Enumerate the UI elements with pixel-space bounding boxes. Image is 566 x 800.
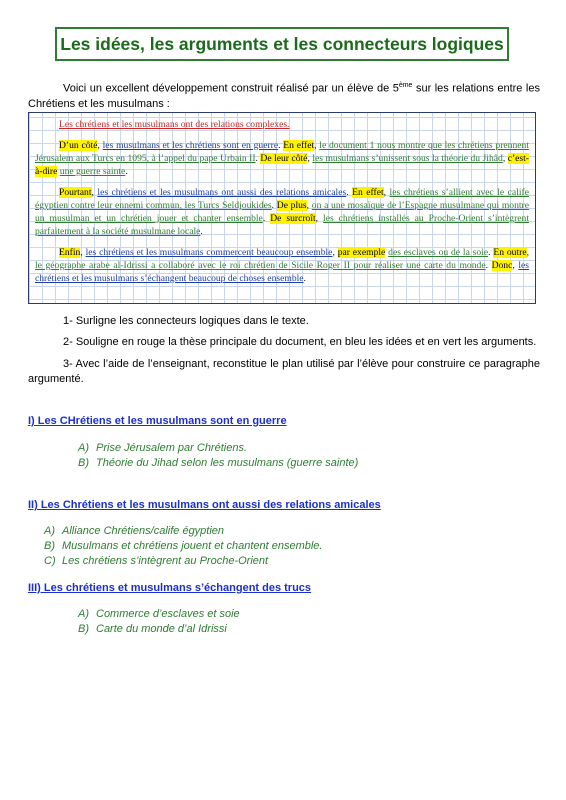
logical-connector: D’un côté [59, 140, 98, 151]
essay-paragraph-2 [35, 186, 529, 238]
item-letter: C) [44, 555, 56, 567]
essay-text: , [314, 140, 320, 151]
essay-argument: une guerre sainte [59, 166, 126, 177]
item-text: Commerce d’esclaves et soie [96, 608, 240, 620]
essay-idea: les chrétiens et les musulmans ont aussi des relations amicales [97, 187, 347, 198]
logical-connector: Donc [491, 260, 513, 271]
essay-text: , [91, 187, 98, 198]
logical-connector: c’est-à-dire [35, 153, 529, 177]
title-box [55, 27, 509, 61]
essay-text: , [383, 187, 390, 198]
essay-text: , [512, 260, 519, 271]
essay-text: , [306, 200, 312, 211]
question-1-text: 1- Surligne les connecteurs logiques dans le texte. [63, 315, 309, 327]
essay-text: , [315, 213, 324, 224]
essay-idea: les chrétiens et les musulmans s’échangent beaucoup de choses ensemble [35, 260, 529, 284]
item-text: Musulmans et chrétiens jouent et chantent ensemble. [62, 540, 323, 552]
essay-text: . [488, 247, 494, 258]
essay-paragraph-1 [35, 139, 529, 178]
essay-argument: les chrétiens installés au Proche-Orient s’intègrent parfaitement à la société musulmane locale [35, 213, 530, 237]
plan-section-2-title: II) Les Chrétiens et les musulmans ont aussi des relations amicales [28, 499, 381, 511]
essay-text: , [526, 247, 530, 258]
item-text: Prise Jérusalem par Chrétiens. [96, 442, 248, 454]
essay-heading-line [35, 118, 529, 131]
essay-argument: le géographe arabe al-Idrissi a collaboré avec le roi chrétien de Sicile Roger II pour réaliser une carte du monde [35, 260, 486, 271]
intro-paragraph [28, 78, 540, 112]
logical-connector: De surcroît [270, 213, 316, 224]
question-3 [28, 357, 540, 387]
essay-text: , [97, 140, 103, 151]
logical-connector: De leur côté [260, 153, 308, 164]
essay-text: . [255, 153, 261, 164]
item-text: Théorie du Jihad selon les musulmans (guerre sainte) [96, 457, 359, 469]
item-letter: B) [78, 457, 89, 469]
essay-text: . [485, 260, 492, 271]
item-text: Alliance Chrétiens/calife égyptien [62, 525, 225, 537]
essay-text: , [502, 153, 508, 164]
item-letter: B) [78, 623, 89, 635]
essay-argument: des esclaves ou de la soie [388, 247, 489, 258]
essay-argument: le document 1 nous montre que les chrétiens prennent Jérusalem aux Turcs en 1095, à l’appel du pape Urbain II [35, 140, 529, 164]
essay-text: . [271, 200, 277, 211]
logical-connector: Pourtant [59, 187, 92, 198]
essay-idea: les chrétiens et les musulmans commercent beaucoup ensemble [85, 247, 333, 258]
page-title: Les idées, les arguments et les connecteurs logiques [60, 33, 504, 54]
essay-text: , [332, 247, 338, 258]
plan-s2-item-b [44, 540, 322, 552]
essay-text: , [80, 247, 86, 258]
logical-connector: En outre [493, 247, 527, 258]
essay-thesis: Les chrétiens et les musulmans ont des relations complexes. [59, 119, 290, 130]
intro-text-2: sur les relations entre les Chrétiens et les musulmans : [28, 82, 540, 110]
plan-s2-item-a [44, 525, 224, 537]
essay-argument: les musulmans s’unissent sous la théorie du Jihâd [312, 153, 503, 164]
essay-text: . [125, 166, 128, 177]
plan-s3-item-a [78, 608, 240, 620]
item-letter: B) [44, 540, 55, 552]
item-letter: A) [44, 525, 55, 537]
logical-connector: En effet [283, 140, 315, 151]
logical-connector: En effet [352, 187, 384, 198]
logical-connector: par exemple [337, 247, 386, 258]
item-text: Carte du monde d’al Idrissi [96, 623, 227, 635]
essay-text: . [278, 140, 284, 151]
plan-s1-item-b [78, 457, 358, 469]
plan-section-1-title: I) Les CHrétiens et les musulmans sont en guerre [28, 415, 287, 427]
essay-text: . [200, 226, 203, 237]
essay-idea: les musulmans et les chrétiens sont en guerre [102, 140, 279, 151]
plan-s1-item-a [78, 442, 247, 454]
essay-argument: on a une mosaïque de l’Espagne musulmane qui montre un musulman et un chrétien jouer et chanter ensemble [35, 200, 529, 224]
question-2-text: 2- Souligne en rouge la thèse principale du document, en bleu les idées et en vert les arguments. [63, 336, 537, 348]
essay-text: , [307, 153, 313, 164]
plan-s2-item-c [44, 555, 268, 567]
item-letter: A) [78, 442, 89, 454]
item-text: Les chrétiens s’intègrent au Proche-Orient [62, 555, 269, 567]
item-letter: A) [78, 608, 89, 620]
plan-section-3-title: III) Les chrétiens et musulmans s’échangent des trucs [28, 582, 312, 594]
intro-text-1: Voici un excellent développement construit réalisé par un élève de 5 [63, 82, 399, 95]
essay-text: . [303, 273, 306, 284]
question-3-text: 3- Avec l’aide de l’enseignant, reconstitue le plan utilisé par l’élève pour construire ce paragraphe argumenté. [28, 358, 540, 385]
question-1 [28, 314, 540, 329]
logical-connector: Enfin [59, 247, 81, 258]
plan-s3-item-b [78, 623, 227, 635]
essay-text: . [346, 187, 353, 198]
intro-superscript: ème [398, 82, 413, 89]
student-essay [28, 112, 536, 304]
essay-text: . [262, 213, 271, 224]
essay-argument: les chrétiens s’allient avec le calife égyptien contre leur ennemi commun, les Turcs Seldjoukides [35, 187, 529, 211]
question-2 [28, 335, 540, 350]
logical-connector: De plus [276, 200, 307, 211]
essay-paragraph-3 [35, 246, 529, 285]
